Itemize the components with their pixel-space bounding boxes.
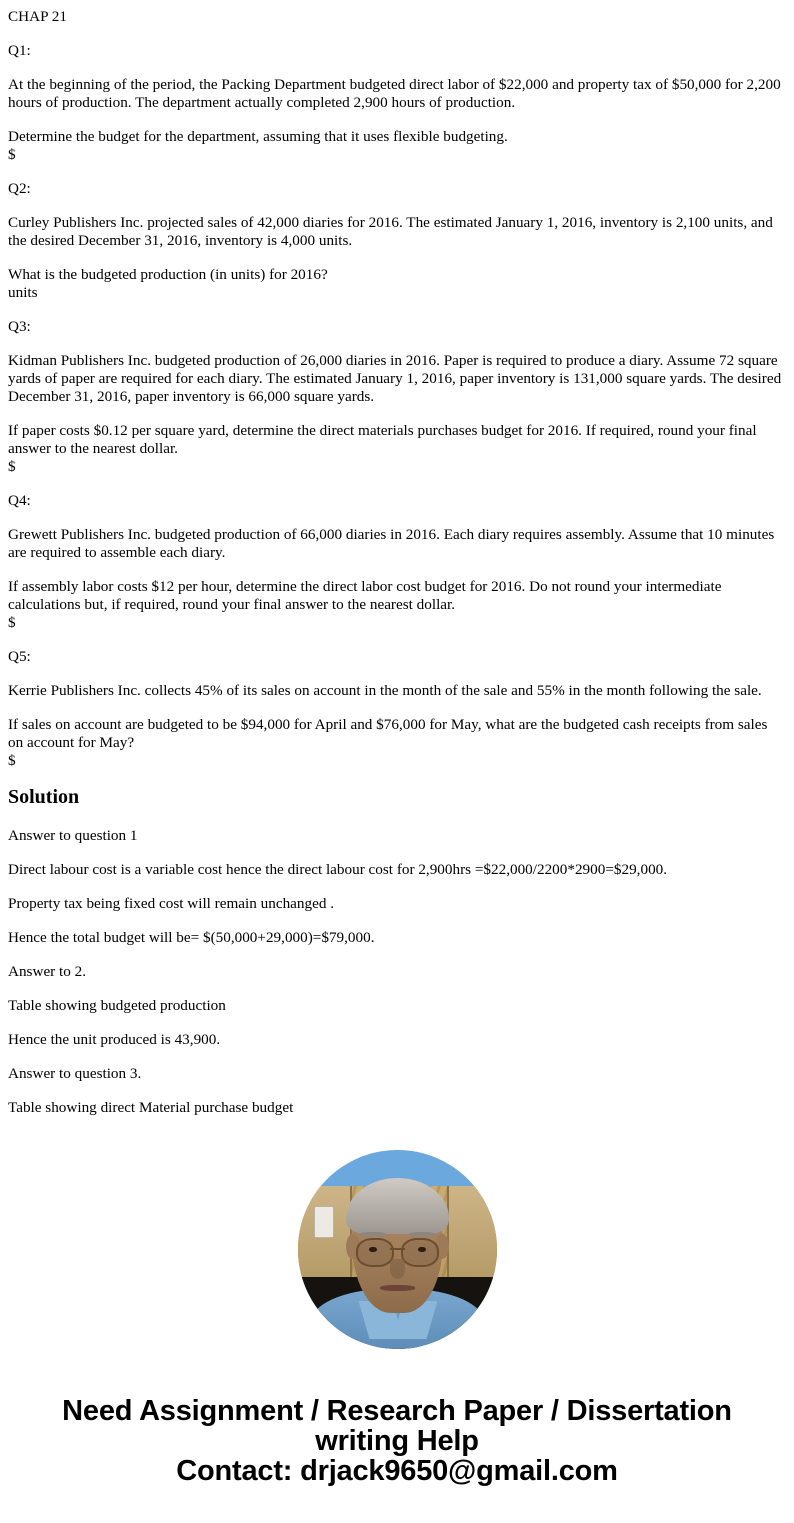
question-prompt-q5 xyxy=(8,716,786,770)
photo-mouth xyxy=(380,1285,416,1291)
question-body-q2: Curley Publishers Inc. projected sales of 42,000 diaries for 2016. The estimated January 1, 2016, inventory is 2,100 units, and the desired December 31, 2016, inventory is 4,000 units. xyxy=(8,214,773,249)
question-prompt-q4 xyxy=(8,578,786,632)
question-prompt-text-q3: If paper costs $0.12 per square yard, determine the direct materials purchases budget for 2016. If required, round your final answer to the nearest dollar. xyxy=(8,422,757,457)
solution-paragraph-2: Direct labour cost is a variable cost hence the direct labour cost for 2,900hrs =$22,000/2200*2900=$29,000. xyxy=(8,861,668,878)
solution-paragraph-5: Answer to 2. xyxy=(8,963,87,980)
question-label-q2: Q2: xyxy=(8,180,31,197)
question-prompt-q1 xyxy=(8,128,786,164)
question-body-q4: Grewett Publishers Inc. budgeted production of 66,000 diaries in 2016. Each diary requires assembly. Assume that 10 minutes are required to assemble each diary. xyxy=(8,526,775,561)
solution-heading: Solution xyxy=(8,786,80,808)
question-prompt-text-q1: Determine the budget for the department, assuming that it uses flexible budgeting. xyxy=(8,128,508,145)
solution-paragraph-8: Answer to question 3. xyxy=(8,1065,142,1082)
avatar xyxy=(298,1150,497,1349)
question-body-q1: At the beginning of the period, the Packing Department budgeted direct labor of $22,000 and property tax of $50,000 for 2,200 hours of production. The department actually completed 2,900 hours of production. xyxy=(8,76,781,111)
chapter-title: CHAP 21 xyxy=(8,8,67,25)
question-prompt-q2 xyxy=(8,266,786,302)
answer-unit-q1: $ xyxy=(8,146,16,163)
question-prompt-text-q2: What is the budgeted production (in units) for 2016? xyxy=(8,266,328,283)
question-prompt-text-q4: If assembly labor costs $12 per hour, determine the direct labor cost budget for 2016. Do not round your intermediate calculations but, if required, round your final answer to the nearest dollar. xyxy=(8,578,722,613)
footer-line-1: Need Assignment / Research Paper / Dissertation xyxy=(62,1395,732,1427)
solution-paragraph-4: Hence the total budget will be= $(50,000+29,000)=$79,000. xyxy=(8,929,375,946)
photo-eye-left xyxy=(369,1247,377,1253)
solution-paragraph-7: Hence the unit produced is 43,900. xyxy=(8,1031,221,1048)
question-prompt-q3 xyxy=(8,422,786,476)
solution-paragraph-1: Answer to question 1 xyxy=(8,827,138,844)
photo-eyebrow-right xyxy=(409,1232,435,1237)
photo-wall-panel-right xyxy=(447,1186,497,1282)
answer-unit-q5: $ xyxy=(8,752,16,769)
question-body-q3: Kidman Publishers Inc. budgeted production of 26,000 diaries in 2016. Paper is required to produce a diary. Assume 72 square yards of paper are required for each diary. The estimated January 1, 2016, paper inventory is 131,000 square yards. The desired December 31, 2016, paper inventory is 66,000 square yards. xyxy=(8,352,782,405)
photo-wall-switch xyxy=(314,1206,334,1238)
question-prompt-text-q5: If sales on account are budgeted to be $94,000 for April and $76,000 for May, what are the budgeted cash receipts from sales on account for May? xyxy=(8,716,768,751)
profile-photo-container xyxy=(0,1130,794,1380)
answer-unit-q4: $ xyxy=(8,614,16,631)
photo-eyeglass-right xyxy=(401,1238,439,1268)
solution-paragraph-3: Property tax being fixed cost will remain unchanged . xyxy=(8,895,335,912)
photo-eyeglass-left xyxy=(356,1238,394,1268)
answer-unit-q2: units xyxy=(8,284,38,301)
answer-unit-q3: $ xyxy=(8,458,16,475)
footer-contact-line: Contact: drjack9650@gmail.com xyxy=(176,1455,618,1487)
solution-paragraph-6: Table showing budgeted production xyxy=(8,997,226,1014)
question-body-q5: Kerrie Publishers Inc. collects 45% of its sales on account in the month of the sale and 55% in the month following the sale. xyxy=(8,682,762,699)
photo-eyeglass-bridge xyxy=(390,1248,406,1250)
question-label-q5: Q5: xyxy=(8,648,31,665)
footer xyxy=(0,1396,794,1486)
photo-eyebrow-left xyxy=(360,1232,386,1237)
question-label-q4: Q4: xyxy=(8,492,31,509)
question-label-q3: Q3: xyxy=(8,318,31,335)
footer-line-2: writing Help xyxy=(315,1425,479,1457)
question-label-q1: Q1: xyxy=(8,42,31,59)
solution-paragraph-9: Table showing direct Material purchase budget xyxy=(8,1099,294,1116)
